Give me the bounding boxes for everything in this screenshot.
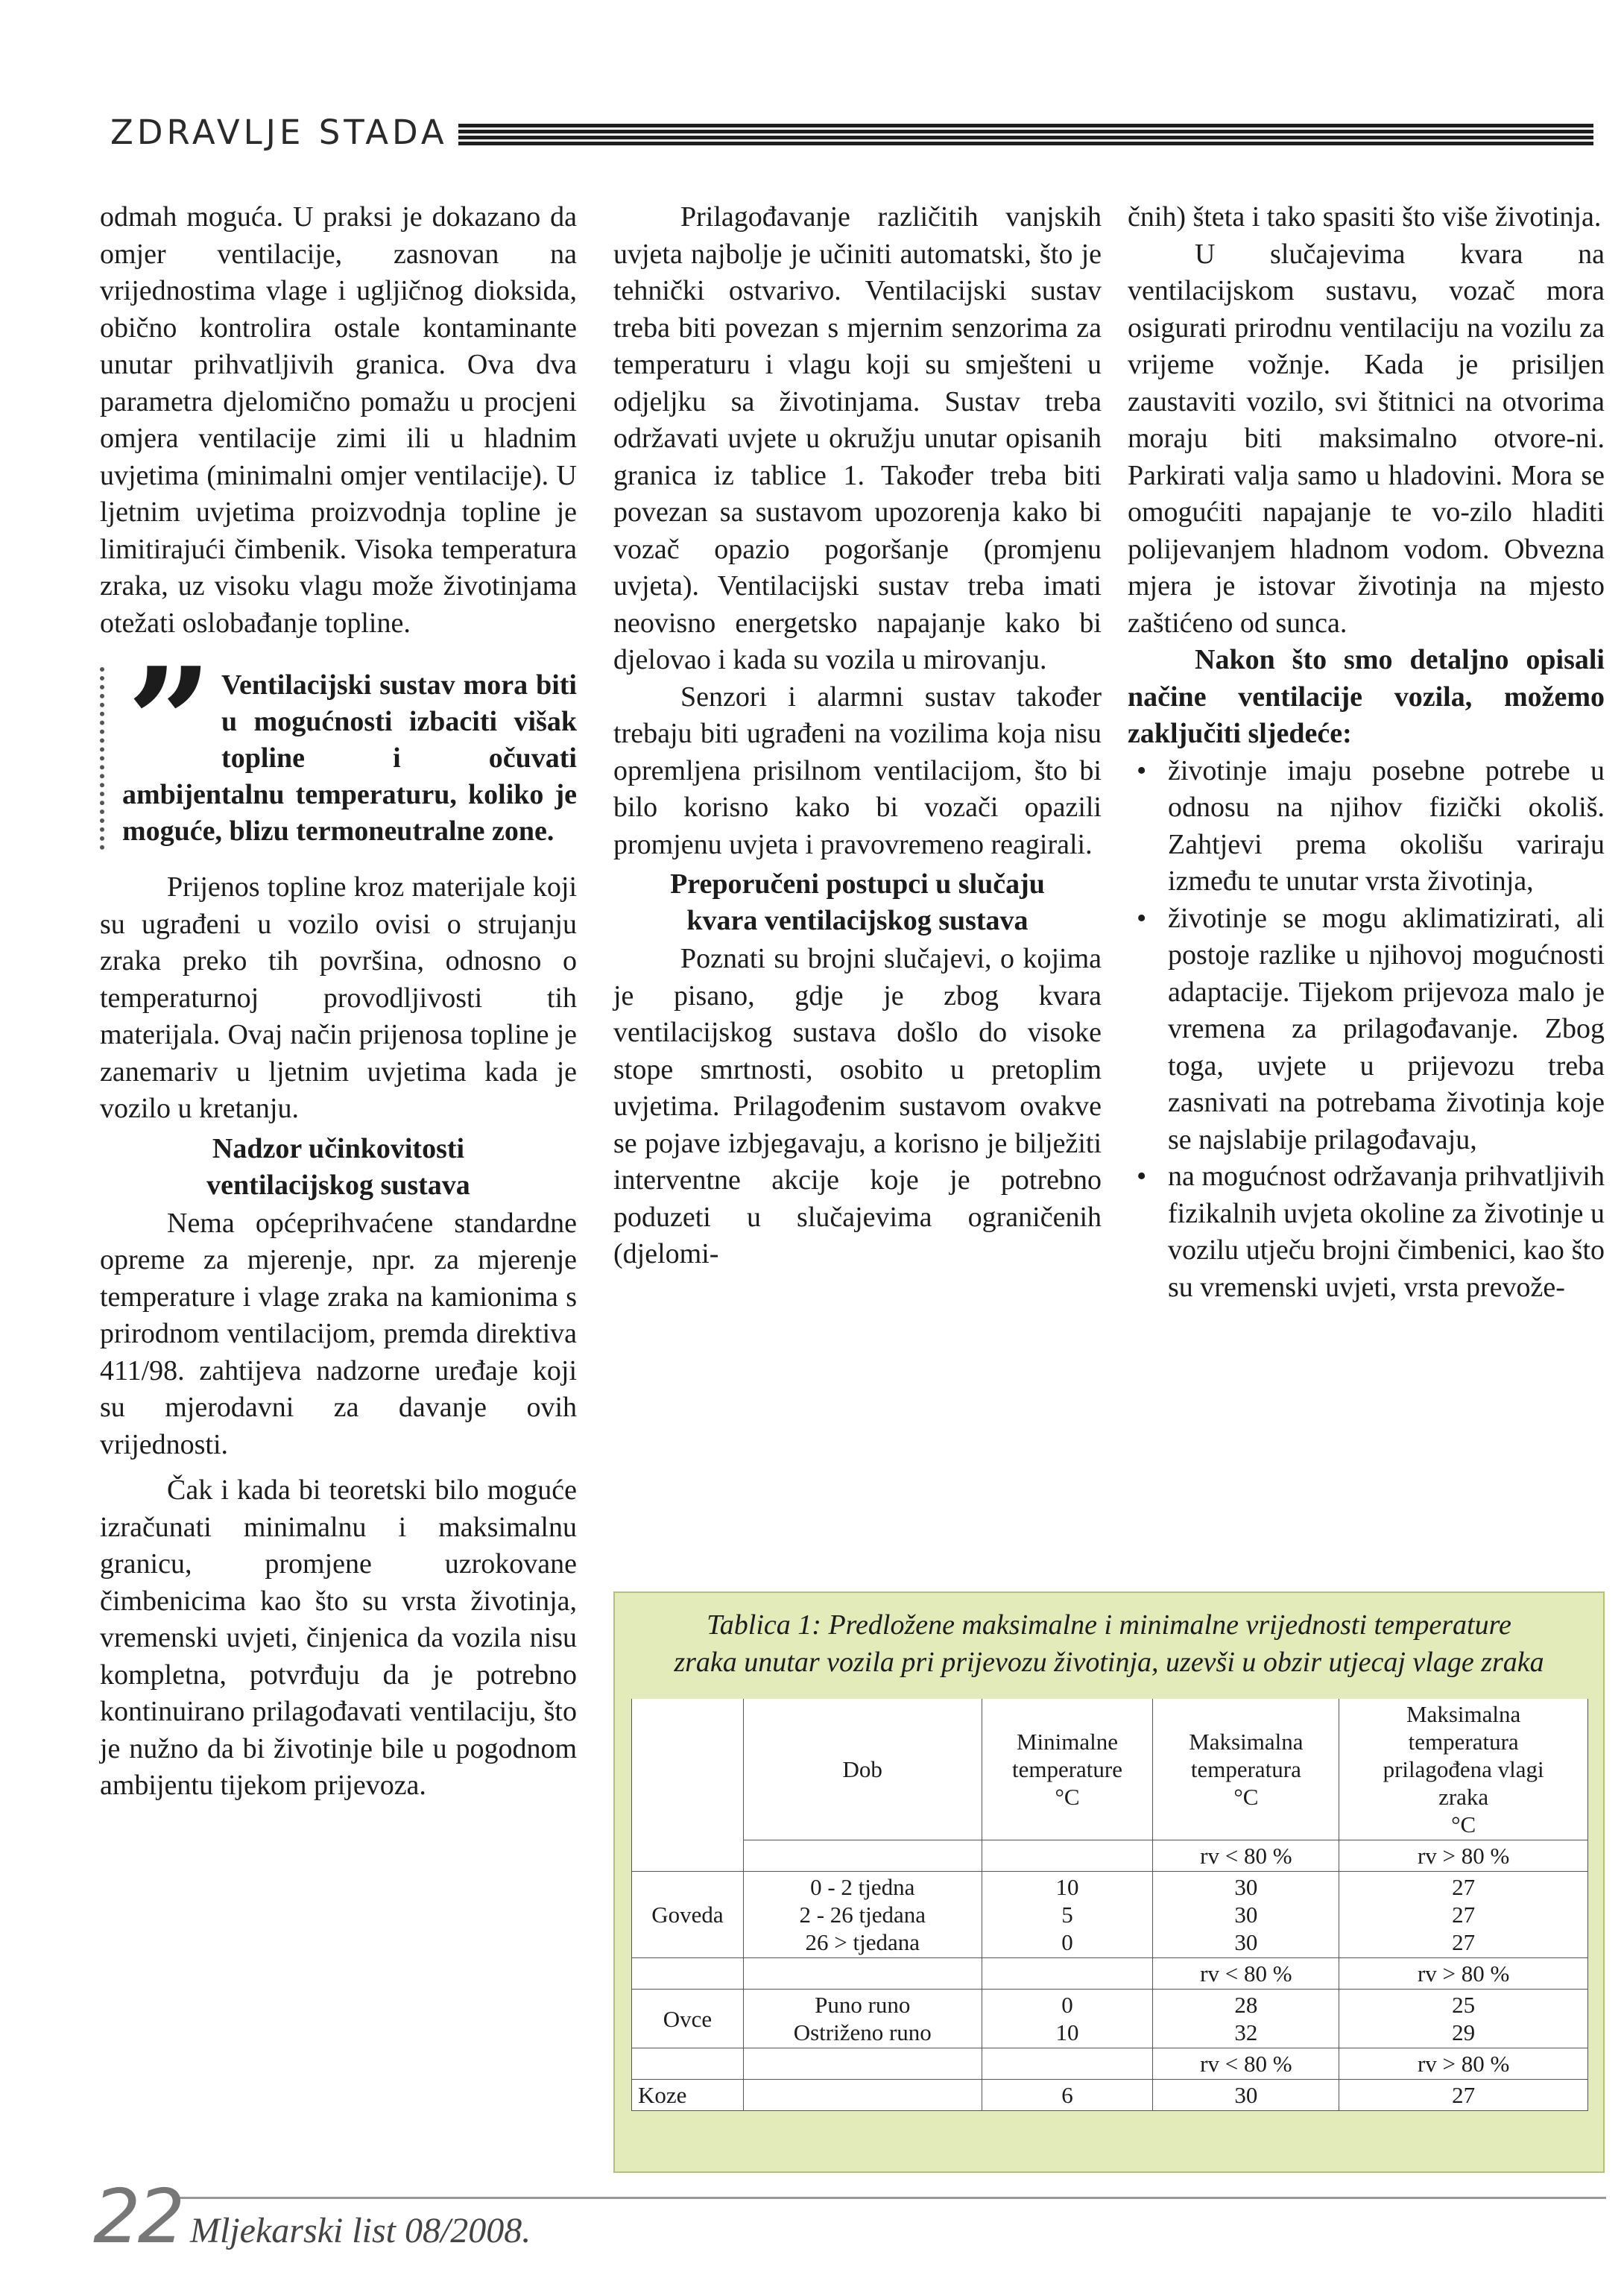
table-box (613, 1591, 1605, 2173)
paragraph: Nema općeprihvaćene standardne opreme za mjerenje, npr. za mjerenje temperature i vlage zraka na kamionima s prirodnom ventilacijom, premda direktiva 411/98. zahtijeva nadzorne uređaje koji su mjerodavni za davanje ovih vrijednosti. (100, 1207, 577, 1460)
table-row-goveda (632, 1872, 1588, 1958)
subheading-line: ventilacijskog sustava (206, 1169, 470, 1201)
max-cell: 32 (1234, 2019, 1258, 2045)
rv-low: rv < 80 % (1153, 2048, 1339, 2080)
age-cell: 2 - 26 tjedana (799, 1902, 926, 1928)
column-3 (1128, 199, 1605, 1306)
maxadj-cell: 27 (1339, 2080, 1588, 2111)
maxadj-cell: 27 (1452, 1902, 1476, 1928)
list-item: • životinje imaju posebne potrebe u odnosu na njihov fizički okoliš. Zahtjevi prema okolišu variraju između te unutar vrsta životinja, (1128, 753, 1605, 900)
paragraph-bold: Nakon što smo detaljno opisali načine ventilacije vozila, možemo zaključiti sljedeće: (1128, 644, 1605, 749)
species-ovce: Ovce (632, 1990, 744, 2048)
header-text: Maksimalna (1189, 1729, 1304, 1755)
rv-high: rv > 80 % (1339, 1840, 1588, 1872)
max-cell: 30 (1234, 1902, 1258, 1928)
subheading (100, 1131, 577, 1204)
header-max-temp-adjusted (1339, 1699, 1588, 1840)
table-row (632, 1958, 1588, 1990)
age-cell: 0 - 2 tjedna (810, 1874, 915, 1900)
maxadj-cell: 27 (1452, 1929, 1476, 1955)
table-row-ovce (632, 1990, 1588, 2048)
table-header-row (632, 1699, 1588, 1840)
footer-rule (175, 2197, 1606, 2199)
min-cell: 0 (1061, 1992, 1073, 2018)
maxadj-cell: 25 (1452, 1992, 1476, 2018)
table-caption-line: Tablica 1: Predložene maksimalne i minimalne vrijednosti temperature (707, 1609, 1511, 1641)
header-text: °C (1055, 1784, 1080, 1810)
header-max-temp (1153, 1699, 1339, 1840)
pull-quote-text: Ventilacijski sustav mora biti u mogućnosti izbaciti višak topline i očuvati ambijentalnu temperaturu, koliko je moguće, blizu termoneutralne zone. (122, 669, 577, 847)
species-koze: Koze (632, 2080, 744, 2111)
table-row-koze (632, 2080, 1588, 2111)
list-item: • životinje se mogu aklimatizirati, ali postoje razlike u njihovoj mogućnosti adaptacije. Tijekom prijevoza malo je vremena za prilagođavanje. Zbog toga, uvjete u prijevozu treba zasnivati na potrebama životinja koje se najslabije prilagođavaju, (1128, 900, 1605, 1159)
rv-low: rv < 80 % (1153, 1840, 1339, 1872)
header-text: Minimalne (1016, 1729, 1119, 1755)
column-2 (613, 199, 1102, 1273)
pull-quote (100, 635, 577, 850)
table-row (632, 2048, 1588, 2080)
header-text: prilagođena vlagi (1383, 1756, 1544, 1782)
header-text: zraka (1438, 1784, 1489, 1810)
paragraph: Poznati su brojni slučajevi, o kojima je pisano, gdje je zbog kvara ventilacijskog sustava došlo do visoke stope smrtnosti, osobito u pretoplim uvjetima. Prilagođenim sustavom ovakve se pojave izbjegavaju, a korisno je bilježiti interventne akcije koje je potrebno poduzeti u slučajevima ograničenih (djelomi- (613, 943, 1102, 1269)
header-text: °C (1233, 1784, 1259, 1810)
min-cell: 0 (1061, 1929, 1073, 1955)
age-cell: Puno runo (815, 1992, 911, 2018)
maxadj-cell: 27 (1452, 1874, 1476, 1900)
subheading-line: Preporučeni postupci u slučaju (670, 868, 1045, 900)
table-caption (630, 1606, 1588, 1681)
header-text: Maksimalna (1406, 1701, 1521, 1727)
paragraph: odmah moguća. U praksi je dokazano da omjer ventilacije, zasnovan na vrijednostima vlage i ugljičnog dioksida, obično kontrolira ostale kontaminante unutar prihvatljivih granica. Ova dva parametra djelomično pomažu u procjeni omjera ventilacije zimi ili u hladnim uvjetima (minimalni omjer ventilacije). U ljetnim uvjetima proizvodnja topline je limitirajući čimbenik. Visoka temperatura zraka, uz visoku vlagu može životinjama otežati oslobađanje topline. (100, 201, 577, 639)
subheading (613, 866, 1102, 939)
header-dob: Dob (743, 1699, 982, 1840)
paragraph: Prilagođavanje različitih vanjskih uvjeta najbolje je učiniti automatski, što je tehnički ostvarivo. Ventilacijski sustav treba biti povezan s mjernim senzorima za temperaturu i vlagu koji su smješteni u odjeljku sa životinjama. Sustav treba održavati uvjete u okružju unutar opisanih granica iz tablice 1. Također treba biti povezan sa sustavom upozorenja kako bi vozač opazio pogoršanje (promjenu uvjeta). Ventilacijski sustav treba imati neovisno energetsko napajanje kako bi djelovao i kada su vozila u mirovanju. (613, 201, 1102, 675)
min-cell: 6 (982, 2080, 1153, 2111)
header-text: temperature (1011, 1756, 1123, 1782)
bullet-list (1128, 753, 1605, 1307)
paragraph: Čak i kada bi teoretski bilo moguće izračunati minimalnu i maksimalnu granicu, promjene uzrokovane čimbenicima kao što su vrsta životinja, vremenski uvjeti, činjenica da vozila nisu kompletna, potvrđuju da je potrebno kontinuirano prilagođavati ventilaciju, što je nužno da bi životinje bile u pogodnom ambijentu tijekom prijevoza. (100, 1474, 577, 1801)
paragraph: čnih) šteta i tako spasiti što više životinja. (1128, 201, 1602, 233)
paragraph: Senzori i alarmni sustav također trebaju biti ugrađeni na vozilima koja nisu opremljena prisilnom ventilacijom, što bi bilo korisno kako bi vozači opazili promjenu uvjeta i pravovremeno reagirali. (613, 681, 1102, 860)
rv-high: rv > 80 % (1339, 1958, 1588, 1990)
min-cell: 10 (1055, 1874, 1079, 1900)
page-footer (93, 2173, 1606, 2260)
data-table (631, 1699, 1588, 2111)
header-text: °C (1451, 1811, 1476, 1837)
subheading-line: Nadzor učinkovitosti (212, 1132, 465, 1164)
age-cell: Ostriženo runo (793, 2019, 932, 2045)
subheading-line: kvara ventilacijskog sustava (686, 905, 1029, 936)
max-cell: 28 (1234, 1992, 1258, 2018)
header-text: temperatura (1190, 1756, 1301, 1782)
list-item: • na mogućnost održavanja prihvatljivih fizikalnih uvjeta okoline za životinje u vozilu utječu brojni čimbenici, kao što su vremenski uvjeti, vrsta prevože- (1128, 1158, 1605, 1306)
section-title: ZDRAVLJE STADA (110, 110, 458, 155)
header-text: temperatura (1408, 1729, 1519, 1755)
quote-mark-icon: ” (127, 635, 213, 810)
table-caption-line: zraka unutar vozila pri prijevozu životinja, uzevši u obzir utjecaj vlage zraka (674, 1647, 1544, 1678)
paragraph: Prijenos topline kroz materijale koji su ugrađeni u vozilo ovisi o strujanju zraka preko tih površina, odnosno o temperaturnoj provodljivosti tih materijala. Ovaj način prijenosa topline je zanemariv u ljetnim uvjetima kada je vozilo u kretanju. (100, 871, 577, 1124)
header-min-temp (982, 1699, 1153, 1840)
table-row (632, 1840, 1588, 1872)
age-cell: 26 > tjedana (805, 1929, 920, 1955)
species-goveda: Goveda (632, 1872, 744, 1958)
page-header (110, 110, 1593, 155)
max-cell: 30 (1234, 1929, 1258, 1955)
page-number: 22 (93, 2173, 183, 2260)
column-1 (100, 199, 577, 1805)
rv-high: rv > 80 % (1339, 2048, 1588, 2080)
min-cell: 10 (1055, 2019, 1079, 2045)
maxadj-cell: 29 (1452, 2019, 1476, 2045)
min-cell: 5 (1061, 1902, 1073, 1928)
max-cell: 30 (1153, 2080, 1339, 2111)
paragraph: U slučajevima kvara na ventilacijskom sustavu, vozač mora osigurati prirodnu ventilaciju na vozilu za vrijeme vožnje. Kada je prisiljen zaustaviti vozilo, svi štitnici na otvorima moraju biti maksimalno otvore-ni. Parkirati valja samo u hladovini. Mora se omogućiti napajanje te vo-zilo hladiti polijevanjem hladnom vodom. Obvezna mjera je istovar životinja na mjesto zaštićeno od sunca. (1128, 238, 1605, 639)
rv-low: rv < 80 % (1153, 1958, 1339, 1990)
max-cell: 30 (1234, 1874, 1258, 1900)
magazine-name: Mljekarski list 08/2008. (190, 2211, 531, 2250)
